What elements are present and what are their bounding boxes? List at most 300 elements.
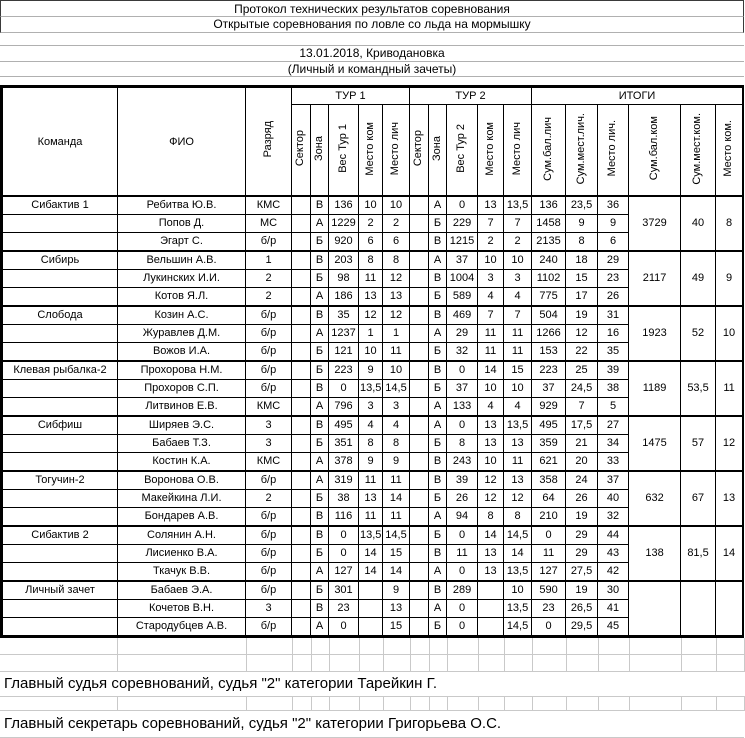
t2-sector-cell xyxy=(410,545,429,563)
t1-ind-place-cell: 10 xyxy=(383,196,410,215)
t1-weight-cell: 35 xyxy=(329,306,359,325)
t2-sector-cell xyxy=(410,270,429,288)
t1-ind-place-cell: 11 xyxy=(383,471,410,490)
t1-sector-cell xyxy=(292,325,311,343)
sum-points-ind-cell: 1102 xyxy=(532,270,566,288)
team-block xyxy=(3,416,743,471)
fio-cell: Костин К.А. xyxy=(118,453,246,472)
team-block xyxy=(3,581,743,636)
t2-weight-cell: 133 xyxy=(447,398,478,417)
t1-team-place-cell: 1 xyxy=(359,325,383,343)
rank-cell: б/р xyxy=(246,233,292,252)
t2-col-header-label: Место лич xyxy=(510,121,523,176)
t2-weight-cell: 589 xyxy=(447,288,478,307)
sum-points-ind-cell: 240 xyxy=(532,251,566,270)
team-name-cell xyxy=(3,380,118,398)
empty-grid-cell xyxy=(246,638,292,655)
t2-col-header-4 xyxy=(504,105,532,197)
empty-row xyxy=(0,77,744,85)
t1-team-place-cell xyxy=(359,600,383,618)
t1-team-place-cell: 4 xyxy=(359,416,383,435)
team-block xyxy=(3,526,743,581)
sum-places-ind-cell: 25 xyxy=(566,361,598,380)
t2-sector-cell xyxy=(410,196,429,215)
t2-zone-cell: Б xyxy=(429,435,447,453)
t1-zone-cell: В xyxy=(311,600,329,618)
empty-grid-cell xyxy=(629,697,681,711)
rank-cell: б/р xyxy=(246,471,292,490)
t2-sector-cell xyxy=(410,563,429,582)
subtitle-line: (Личный и командный зачеты) xyxy=(0,62,744,77)
fio-cell: Котов Я.Л. xyxy=(118,288,246,307)
t2-ind-place-cell: 11 xyxy=(504,325,532,343)
sum-places-ind-cell: 19 xyxy=(566,306,598,325)
t2-weight-cell: 37 xyxy=(447,380,478,398)
t1-weight-cell: 1237 xyxy=(329,325,359,343)
t2-sector-cell xyxy=(410,471,429,490)
t1-weight-cell: 136 xyxy=(329,196,359,215)
col-header-rank-label: Разряд xyxy=(261,120,274,158)
rank-cell: б/р xyxy=(246,306,292,325)
rank-cell: 2 xyxy=(246,288,292,307)
t2-weight-cell: 0 xyxy=(447,196,478,215)
empty-grid-cell xyxy=(532,655,566,672)
team-name-cell xyxy=(3,435,118,453)
empty-grid-cell xyxy=(447,638,478,655)
t2-ind-place-cell: 8 xyxy=(504,508,532,527)
ind-place-total-cell: 41 xyxy=(598,600,629,618)
team-place-cell: 10 xyxy=(716,306,743,361)
t1-weight-cell: 0 xyxy=(329,545,359,563)
t1-col-header-label: Сектор xyxy=(294,130,307,167)
t2-zone-cell: А xyxy=(429,508,447,527)
fio-cell: Ткачук В.В. xyxy=(118,563,246,582)
fio-cell: Прохорова Н.М. xyxy=(118,361,246,380)
t2-team-place-cell xyxy=(478,581,504,600)
sum-points-team-cell: 2117 xyxy=(629,251,681,306)
t2-team-place-cell: 13 xyxy=(478,416,504,435)
t1-team-place-cell: 11 xyxy=(359,508,383,527)
empty-grid-cell xyxy=(504,638,532,655)
rank-cell: б/р xyxy=(246,343,292,362)
table-row xyxy=(3,471,743,490)
sum-places-team-cell: 53,5 xyxy=(681,361,716,416)
t2-col-header-0 xyxy=(410,105,429,197)
chief-judge-line: Главный судья соревнований, судья "2" категории Тарейкин Г. xyxy=(0,672,744,697)
table-row xyxy=(3,196,743,215)
empty-grid-cell xyxy=(681,697,716,711)
empty-grid-cell xyxy=(716,638,744,655)
team-block xyxy=(3,251,743,306)
fio-cell: Воронова О.В. xyxy=(118,471,246,490)
empty-grid-cell xyxy=(329,655,359,672)
t2-sector-cell xyxy=(410,490,429,508)
empty-grid-cell xyxy=(246,697,292,711)
t2-sector-cell xyxy=(410,288,429,307)
t1-sector-cell xyxy=(292,618,311,636)
t1-team-place-cell: 11 xyxy=(359,471,383,490)
sum-points-ind-cell: 37 xyxy=(532,380,566,398)
empty-grid-cell xyxy=(566,655,598,672)
t2-zone-cell: Б xyxy=(429,380,447,398)
empty-grid-cell xyxy=(478,655,504,672)
t1-team-place-cell: 8 xyxy=(359,435,383,453)
fio-cell: Журавлев Д.М. xyxy=(118,325,246,343)
t1-sector-cell xyxy=(292,490,311,508)
t1-team-place-cell: 11 xyxy=(359,270,383,288)
t1-zone-cell: В xyxy=(311,380,329,398)
ind-place-total-cell: 39 xyxy=(598,361,629,380)
rank-cell: КМС xyxy=(246,398,292,417)
fio-cell: Вожов И.А. xyxy=(118,343,246,362)
t2-ind-place-cell: 10 xyxy=(504,251,532,270)
t1-col-header-label: Зона xyxy=(312,136,325,161)
t2-weight-cell: 1215 xyxy=(447,233,478,252)
empty-grid-cell xyxy=(311,697,329,711)
sum-places-ind-cell: 24,5 xyxy=(566,380,598,398)
sum-points-ind-cell: 775 xyxy=(532,288,566,307)
team-block xyxy=(3,361,743,416)
t2-team-place-cell: 13 xyxy=(478,563,504,582)
t2-zone-cell: В xyxy=(429,453,447,472)
t1-weight-cell: 301 xyxy=(329,581,359,600)
t1-ind-place-cell: 9 xyxy=(383,453,410,472)
t2-weight-cell: 32 xyxy=(447,343,478,362)
team-place-cell: 11 xyxy=(716,361,743,416)
t1-zone-cell: Б xyxy=(311,581,329,600)
empty-grid-cell xyxy=(478,697,504,711)
sum-points-ind-cell: 0 xyxy=(532,526,566,545)
t1-zone-cell: Б xyxy=(311,490,329,508)
empty-grid-cell xyxy=(504,697,532,711)
results-table xyxy=(2,87,743,636)
itog-col-header-label: Сум.бал.ком xyxy=(647,116,660,181)
fio-cell: Прохоров С.П. xyxy=(118,380,246,398)
t2-team-place-cell xyxy=(478,600,504,618)
t1-weight-cell: 223 xyxy=(329,361,359,380)
team-name-cell: Тогучин-2 xyxy=(3,471,118,490)
t1-sector-cell xyxy=(292,361,311,380)
t1-team-place-cell: 13,5 xyxy=(359,526,383,545)
empty-grid-row xyxy=(0,655,744,672)
t1-zone-cell: Б xyxy=(311,545,329,563)
t2-zone-cell: А xyxy=(429,251,447,270)
ind-place-total-cell: 30 xyxy=(598,581,629,600)
team-name-cell xyxy=(3,398,118,417)
sum-points-ind-cell: 504 xyxy=(532,306,566,325)
t1-ind-place-cell: 14 xyxy=(383,563,410,582)
t2-team-place-cell: 7 xyxy=(478,306,504,325)
empty-row xyxy=(0,33,744,46)
t2-zone-cell: А xyxy=(429,563,447,582)
fio-cell: Кочетов В.Н. xyxy=(118,600,246,618)
empty-grid-cell xyxy=(292,697,311,711)
t1-weight-cell: 378 xyxy=(329,453,359,472)
t2-sector-cell xyxy=(410,233,429,252)
t2-zone-cell: В xyxy=(429,581,447,600)
t2-zone-cell: А xyxy=(429,416,447,435)
t2-sector-cell xyxy=(410,618,429,636)
team-name-cell: Личный зачет xyxy=(3,581,118,600)
fio-cell: Ширяев Э.С. xyxy=(118,416,246,435)
empty-grid-cell xyxy=(566,697,598,711)
empty-grid-cell xyxy=(681,655,716,672)
t1-ind-place-cell: 15 xyxy=(383,545,410,563)
t1-col-header-0 xyxy=(292,105,311,197)
t1-team-place-cell: 8 xyxy=(359,251,383,270)
fio-cell: Солянин А.Н. xyxy=(118,526,246,545)
table-header xyxy=(3,88,743,197)
t2-weight-cell: 0 xyxy=(447,618,478,636)
empty-grid-cell xyxy=(478,638,504,655)
fio-cell: Макейкина Л.И. xyxy=(118,490,246,508)
t2-ind-place-cell: 13,5 xyxy=(504,600,532,618)
empty-grid-row xyxy=(0,697,744,711)
bottom-grid xyxy=(0,638,745,738)
t1-weight-cell: 0 xyxy=(329,526,359,545)
ind-place-total-cell: 44 xyxy=(598,526,629,545)
t1-weight-cell: 0 xyxy=(329,618,359,636)
t1-col-header-4 xyxy=(383,105,410,197)
table-row xyxy=(3,306,743,325)
itog-col-header-2 xyxy=(598,105,629,197)
sum-points-ind-cell: 358 xyxy=(532,471,566,490)
rank-cell: б/р xyxy=(246,526,292,545)
t2-weight-cell: 0 xyxy=(447,563,478,582)
t1-ind-place-cell: 11 xyxy=(383,508,410,527)
t1-zone-cell: Б xyxy=(311,343,329,362)
rank-cell: б/р xyxy=(246,508,292,527)
sum-points-ind-cell: 1266 xyxy=(532,325,566,343)
t1-ind-place-cell: 9 xyxy=(383,581,410,600)
t2-sector-cell xyxy=(410,526,429,545)
t1-weight-cell: 1229 xyxy=(329,215,359,233)
t1-zone-cell: Б xyxy=(311,361,329,380)
rank-cell: КМС xyxy=(246,453,292,472)
itog-col-header-4 xyxy=(681,105,716,197)
empty-grid-cell xyxy=(429,655,447,672)
team-name-cell xyxy=(3,600,118,618)
t2-sector-cell xyxy=(410,343,429,362)
sum-places-ind-cell: 29 xyxy=(566,526,598,545)
t2-team-place-cell: 13 xyxy=(478,196,504,215)
t1-sector-cell xyxy=(292,526,311,545)
t2-ind-place-cell: 15 xyxy=(504,361,532,380)
sum-places-ind-cell: 12 xyxy=(566,325,598,343)
t1-zone-cell: В xyxy=(311,526,329,545)
itog-col-header-label: Место ком. xyxy=(722,120,735,177)
t1-team-place-cell: 9 xyxy=(359,361,383,380)
team-name-cell xyxy=(3,343,118,362)
sum-places-team-cell: 49 xyxy=(681,251,716,306)
ind-place-total-cell: 5 xyxy=(598,398,629,417)
empty-grid-cell xyxy=(359,638,383,655)
sum-points-team-cell xyxy=(629,581,681,636)
t1-sector-cell xyxy=(292,398,311,417)
empty-grid-cell xyxy=(117,697,246,711)
t1-sector-cell xyxy=(292,471,311,490)
t1-ind-place-cell: 15 xyxy=(383,618,410,636)
t2-weight-cell: 1004 xyxy=(447,270,478,288)
t2-weight-cell: 26 xyxy=(447,490,478,508)
t1-sector-cell xyxy=(292,435,311,453)
t2-col-header-1 xyxy=(429,105,447,197)
t2-weight-cell: 243 xyxy=(447,453,478,472)
t2-ind-place-cell: 10 xyxy=(504,380,532,398)
sum-points-ind-cell: 64 xyxy=(532,490,566,508)
itog-col-header-0 xyxy=(532,105,566,197)
sum-places-ind-cell: 19 xyxy=(566,581,598,600)
t2-sector-cell xyxy=(410,453,429,472)
t2-zone-cell: В xyxy=(429,545,447,563)
sum-places-ind-cell: 26,5 xyxy=(566,600,598,618)
ind-place-total-cell: 9 xyxy=(598,215,629,233)
sum-places-ind-cell: 24 xyxy=(566,471,598,490)
t1-ind-place-cell: 10 xyxy=(383,361,410,380)
t1-col-header-label: Место лич xyxy=(389,121,402,176)
empty-grid-cell xyxy=(429,697,447,711)
table-row xyxy=(3,416,743,435)
empty-grid-cell xyxy=(246,655,292,672)
sum-places-ind-cell: 8 xyxy=(566,233,598,252)
empty-grid-cell xyxy=(566,638,598,655)
t1-sector-cell xyxy=(292,215,311,233)
t1-ind-place-cell: 11 xyxy=(383,343,410,362)
empty-grid-cell xyxy=(716,697,744,711)
sum-places-team-cell: 67 xyxy=(681,471,716,526)
itog-col-header-1 xyxy=(566,105,598,197)
empty-grid-cell xyxy=(117,638,246,655)
fio-cell: Вельшин А.В. xyxy=(118,251,246,270)
t2-weight-cell: 469 xyxy=(447,306,478,325)
sum-points-team-cell: 3729 xyxy=(629,196,681,251)
ind-place-total-cell: 26 xyxy=(598,288,629,307)
fio-cell: Литвинов Е.В. xyxy=(118,398,246,417)
ind-place-total-cell: 23 xyxy=(598,270,629,288)
t1-col-header-3 xyxy=(359,105,383,197)
t1-sector-cell xyxy=(292,380,311,398)
t1-zone-cell: В xyxy=(311,196,329,215)
empty-grid-cell xyxy=(598,655,629,672)
t2-weight-cell: 289 xyxy=(447,581,478,600)
t2-zone-cell: В xyxy=(429,306,447,325)
t1-weight-cell: 121 xyxy=(329,343,359,362)
team-place-cell: 9 xyxy=(716,251,743,306)
t1-weight-cell: 127 xyxy=(329,563,359,582)
team-name-cell xyxy=(3,545,118,563)
t2-weight-cell: 37 xyxy=(447,251,478,270)
table-row xyxy=(3,361,743,380)
itog-col-header-label: Сум.мест.ком. xyxy=(691,112,704,185)
t1-sector-cell xyxy=(292,581,311,600)
empty-grid-cell xyxy=(329,697,359,711)
empty-grid-cell xyxy=(292,638,311,655)
team-name-cell: Сибактив 1 xyxy=(3,196,118,215)
t1-sector-cell xyxy=(292,251,311,270)
t1-team-place-cell xyxy=(359,618,383,636)
sum-places-ind-cell: 17,5 xyxy=(566,416,598,435)
col-header-name: ФИО xyxy=(118,88,246,197)
empty-grid-cell xyxy=(0,655,117,672)
t1-sector-cell xyxy=(292,416,311,435)
t1-zone-cell: В xyxy=(311,251,329,270)
sum-places-ind-cell: 7 xyxy=(566,398,598,417)
t2-ind-place-cell: 10 xyxy=(504,581,532,600)
ind-place-total-cell: 36 xyxy=(598,196,629,215)
rank-cell: б/р xyxy=(246,325,292,343)
empty-grid-cell xyxy=(716,655,744,672)
team-name-cell: Слобода xyxy=(3,306,118,325)
team-place-cell xyxy=(716,581,743,636)
t1-zone-cell: Б xyxy=(311,270,329,288)
team-place-cell: 8 xyxy=(716,196,743,251)
team-name-cell xyxy=(3,618,118,636)
sum-places-team-cell xyxy=(681,581,716,636)
t2-ind-place-cell: 13 xyxy=(504,435,532,453)
t1-weight-cell: 186 xyxy=(329,288,359,307)
t2-ind-place-cell: 13,5 xyxy=(504,196,532,215)
empty-grid-cell xyxy=(598,697,629,711)
t2-col-header-label: Зона xyxy=(430,136,443,161)
t2-ind-place-cell: 11 xyxy=(504,343,532,362)
rank-cell: МС xyxy=(246,215,292,233)
itog-col-header-3 xyxy=(629,105,681,197)
t2-sector-cell xyxy=(410,581,429,600)
sum-points-team-cell: 1923 xyxy=(629,306,681,361)
t1-team-place-cell: 14 xyxy=(359,563,383,582)
sum-points-ind-cell: 1458 xyxy=(532,215,566,233)
team-name-cell xyxy=(3,490,118,508)
empty-grid-cell xyxy=(311,638,329,655)
team-place-cell: 13 xyxy=(716,471,743,526)
rank-cell: 1 xyxy=(246,251,292,270)
team-name-cell: Сибфиш xyxy=(3,416,118,435)
chief-secretary-row xyxy=(0,711,744,738)
t2-zone-cell: В xyxy=(429,361,447,380)
empty-grid-cell xyxy=(532,697,566,711)
ind-place-total-cell: 27 xyxy=(598,416,629,435)
sum-points-ind-cell: 127 xyxy=(532,563,566,582)
sum-points-ind-cell: 210 xyxy=(532,508,566,527)
rank-cell: б/р xyxy=(246,380,292,398)
sum-points-ind-cell: 359 xyxy=(532,435,566,453)
t1-zone-cell: Б xyxy=(311,435,329,453)
sum-points-ind-cell: 2135 xyxy=(532,233,566,252)
t2-zone-cell: В xyxy=(429,471,447,490)
t2-team-place-cell: 2 xyxy=(478,233,504,252)
t1-weight-cell: 920 xyxy=(329,233,359,252)
empty-grid-cell xyxy=(410,655,429,672)
t1-ind-place-cell: 12 xyxy=(383,270,410,288)
empty-grid-cell xyxy=(447,655,478,672)
col-group-itogi: ИТОГИ xyxy=(532,88,743,105)
ind-place-total-cell: 37 xyxy=(598,471,629,490)
t2-weight-cell: 0 xyxy=(447,361,478,380)
ind-place-total-cell: 31 xyxy=(598,306,629,325)
sum-points-team-cell: 1189 xyxy=(629,361,681,416)
sum-points-ind-cell: 136 xyxy=(532,196,566,215)
empty-grid-cell xyxy=(311,655,329,672)
t1-zone-cell: А xyxy=(311,618,329,636)
team-name-cell xyxy=(3,563,118,582)
t2-sector-cell xyxy=(410,325,429,343)
t1-weight-cell: 38 xyxy=(329,490,359,508)
t1-zone-cell: Б xyxy=(311,233,329,252)
t2-ind-place-cell: 7 xyxy=(504,215,532,233)
t2-team-place-cell: 4 xyxy=(478,398,504,417)
rank-cell: б/р xyxy=(246,545,292,563)
sum-places-ind-cell: 19 xyxy=(566,508,598,527)
